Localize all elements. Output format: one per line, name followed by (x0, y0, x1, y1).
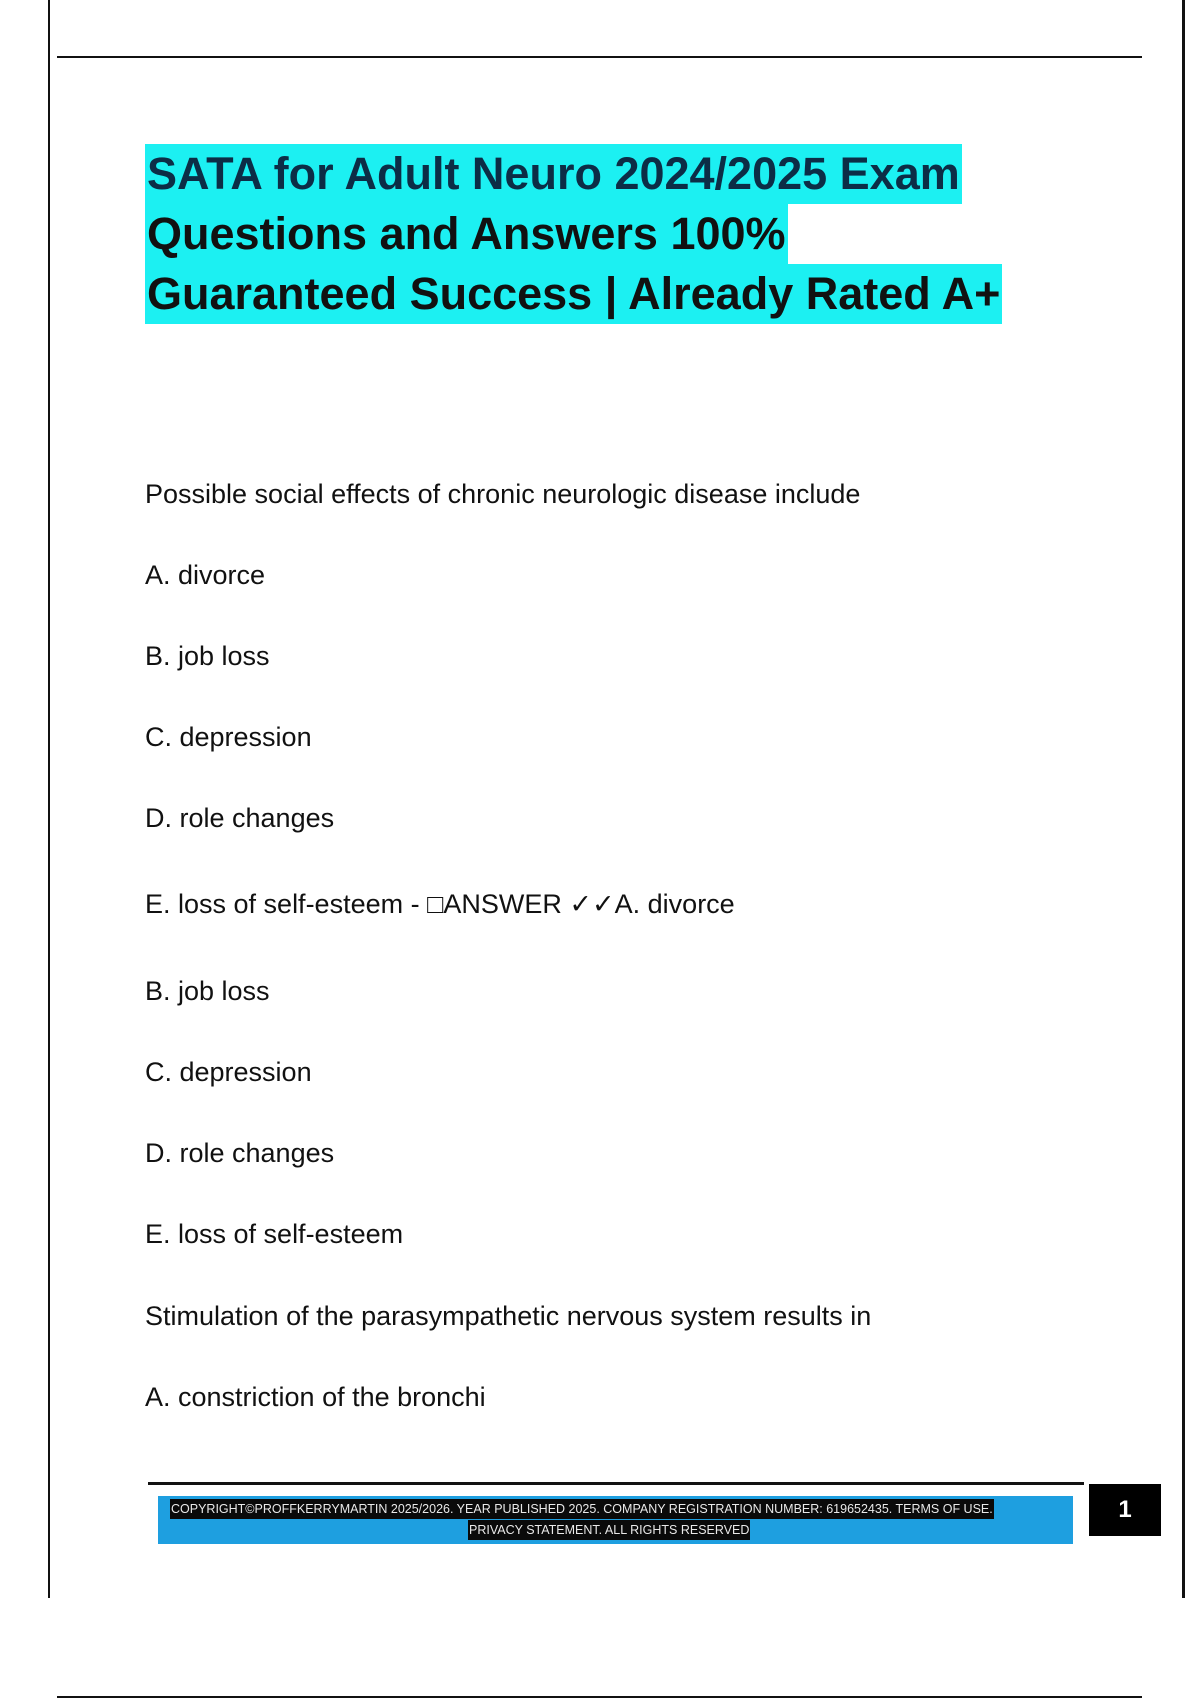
option-line: A. constriction of the bronchi (145, 1382, 486, 1412)
copyright-footer (158, 1496, 1073, 1544)
question-text: Stimulation of the parasympathetic nervous system results in (145, 1301, 872, 1331)
question-text: Possible social effects of chronic neurologic disease include (145, 479, 861, 509)
copyright-line-2: PRIVACY STATEMENT. ALL RIGHTS RESERVED (468, 1520, 750, 1540)
option-line: D. role changes (145, 1138, 335, 1168)
page-border-right (1182, 0, 1185, 1598)
title-line-2: Questions and Answers 100% (145, 204, 788, 264)
copyright-line-1: COPYRIGHT©PROFFKERRYMARTIN 2025/2026. YEAR PUBLISHED 2025. COMPANY REGISTRATION NUMBER: 619652435. TERMS OF USE. (170, 1499, 994, 1519)
option-line: C. depression (145, 1057, 312, 1087)
page-border-left (48, 0, 50, 1598)
footer-rule (148, 1482, 1084, 1485)
option-line: B. job loss (145, 976, 270, 1006)
option-line: C. depression (145, 722, 312, 752)
title-line-3: Guaranteed Success | Already Rated A+ (145, 264, 1002, 324)
next-page-rule (57, 1696, 1142, 1698)
header-rule (57, 56, 1142, 58)
option-line: A. divorce (145, 560, 266, 590)
option-line: B. job loss (145, 641, 270, 671)
title-line-1: SATA for Adult Neuro 2024/2025 Exam (145, 144, 962, 204)
option-line: D. role changes (145, 803, 335, 833)
answer-line: E. loss of self-esteem - □ANSWER ✓✓A. divorce (145, 889, 735, 919)
document-title (145, 144, 1105, 324)
option-line: E. loss of self-esteem (145, 1219, 404, 1249)
page-number: 1 (1089, 1484, 1161, 1536)
